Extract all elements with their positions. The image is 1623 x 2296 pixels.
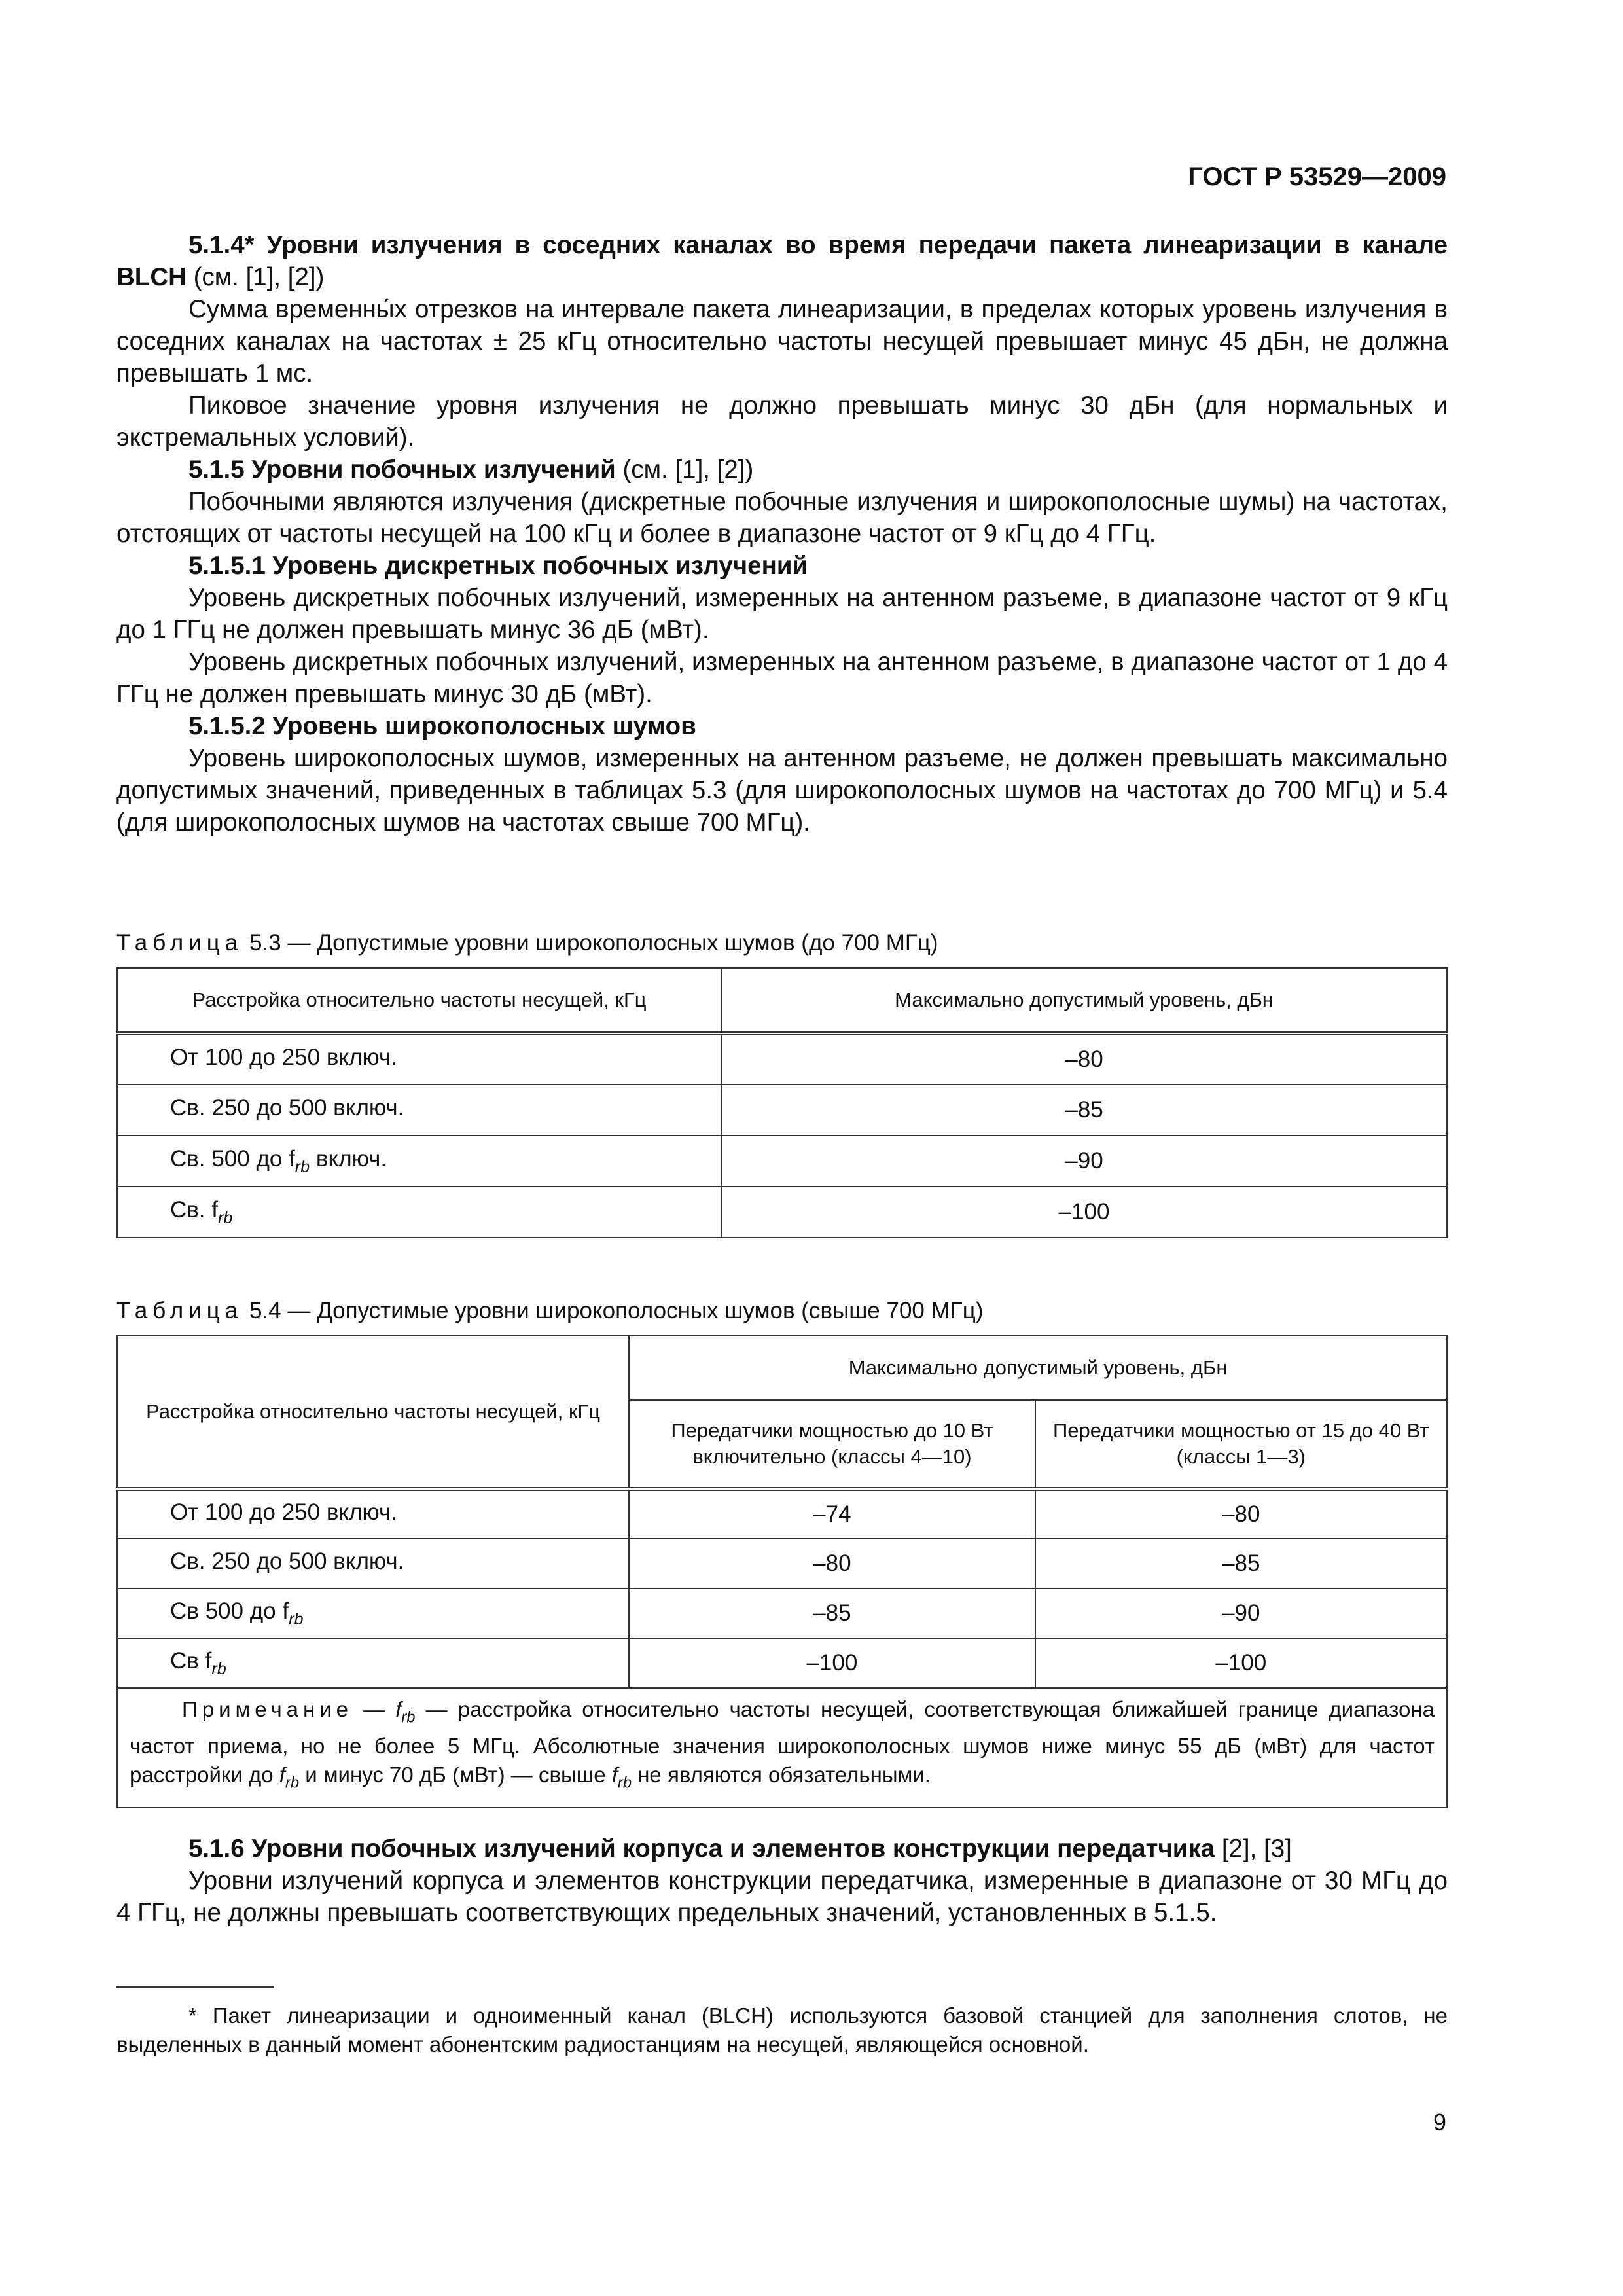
table-note: Примечание — $f_{rb}$ — расстройка относительно частоты несущей, соответствующая ближайшей границе диапазона частот приема, но не более 5 МГц. Абсолютные значения широкополосных шумов ниже минус 55 дБ (мВт) для частот расстройки до $f_{rb}$ и минус 70 дБ (мВт) — свыше $f_{rb}$ не являются обязательными.	[117, 1688, 1447, 1808]
row-label: От 100 до 250 включ.	[117, 1033, 721, 1085]
row-value: –90	[1035, 1588, 1447, 1638]
table-row	[117, 1539, 1447, 1588]
table-note-row	[117, 1688, 1447, 1808]
table-header-cell: Расстройка относительно частоты несущей, кГц	[117, 968, 721, 1033]
section-heading-5-1-4	[116, 229, 1448, 293]
row-label: Св 500 до $f_{rb}$	[117, 1588, 629, 1638]
row-label: Св. 250 до 500 включ.	[117, 1539, 629, 1588]
table-header-cell: Максимально допустимый уровень, дБн	[721, 968, 1447, 1033]
row-value: –100	[1035, 1638, 1447, 1688]
caption-word: Таблица	[116, 930, 243, 956]
table-row	[117, 1638, 1447, 1688]
row-value: –85	[1035, 1539, 1447, 1588]
caption-text: 5.4 — Допустимые уровни широкополосных шумов (свыше 700 МГц)	[243, 1298, 984, 1323]
table-row	[117, 1588, 1447, 1638]
table-5-4	[116, 1335, 1448, 1808]
heading-bold: 5.1.5.1 Уровень дискретных побочных излучений	[188, 552, 808, 580]
heading-refs: (см. [1], [2])	[186, 263, 325, 291]
table-row	[117, 1136, 1447, 1187]
caption-text: 5.3 — Допустимые уровни широкополосных шумов (до 700 МГц)	[243, 930, 938, 956]
row-label: От 100 до 250 включ.	[117, 1489, 629, 1539]
paragraph: Сумма временны́х отрезков на интервале пакета линеаризации, в пределах которых уровень излучения в соседних каналах на частотах ± 25 кГц относительно частоты несущей превышает минус 45 дБн, не должна превышать 1 мс.	[116, 295, 1448, 387]
page-number: 9	[1433, 2109, 1446, 2136]
row-value: –90	[721, 1136, 1447, 1187]
document-code: ГОСТ Р 53529—2009	[1188, 162, 1446, 191]
heading-refs: [2], [3]	[1215, 1835, 1292, 1863]
heading-refs: (см. [1], [2])	[615, 456, 754, 484]
row-label: Св. 250 до 500 включ.	[117, 1085, 721, 1136]
paragraph: Уровень широкополосных шумов, измеренных на антенном разъеме, не должен превышать максимально допустимых значений, приведенных в таблицах 5.3 (для широкополосных шумов на частотах до 700 МГц) и 5.4 (для широкополосных шумов на частотах свыше 700 МГц).	[116, 744, 1448, 836]
footnote-divider	[116, 1986, 274, 1988]
caption-word: Таблица	[116, 1298, 243, 1323]
heading-bold: 5.1.5 Уровни побочных излучений	[188, 456, 616, 484]
table-5-4-caption	[116, 1297, 983, 1325]
row-value: –100	[629, 1638, 1035, 1688]
table-5-3	[116, 967, 1448, 1238]
table-header-cell: Передатчики мощностью от 15 до 40 Вт (классы 1—3)	[1035, 1400, 1447, 1489]
row-label: Св. 500 до $f_{rb}$ включ.	[117, 1136, 721, 1187]
table-header-cell: Передатчики мощностью до 10 Вт включительно (классы 4—10)	[629, 1400, 1035, 1489]
heading-bold: 5.1.5.2 Уровень широкополосных шумов	[188, 712, 696, 740]
row-label: Св $f_{rb}$	[117, 1638, 629, 1688]
section-heading-5-1-5-2	[116, 710, 1448, 742]
paragraph: Побочными являются излучения (дискретные побочные излучения и широкополосные шумы) на частотах, отстоящих от частоты несущей на 100 кГц и более в диапазоне частот от 9 кГц до 4 ГГц.	[116, 488, 1448, 548]
table-row	[117, 1489, 1447, 1539]
body-text	[116, 229, 1448, 838]
row-value: –80	[721, 1033, 1447, 1085]
paragraph: Уровни излучений корпуса и элементов конструкции передатчика, измеренные в диапазоне от 30 МГц до 4 ГГц, не должны превышать соответствующих предельных значений, установленных в 5.1.5.	[116, 1867, 1448, 1927]
row-value: –85	[721, 1085, 1447, 1136]
footnote-text: * Пакет линеаризации и одноименный канал (BLCH) используются базовой станцией для заполнения слотов, не выделенных в данный момент абонентским радиостанциям на несущей, являющейся основной.	[116, 2003, 1448, 2056]
heading-bold: 5.1.4* Уровни излучения в соседних каналах во время передачи пакета линеаризации в канале BLCH	[116, 231, 1448, 291]
paragraph: Уровень дискретных побочных излучений, измеренных на антенном разъеме, в диапазоне частот от 1 до 4 ГГц не должен превышать минус 30 дБ (мВт).	[116, 648, 1448, 708]
row-value: –80	[629, 1539, 1035, 1588]
row-value: –74	[629, 1489, 1035, 1539]
table-row	[117, 1085, 1447, 1136]
table-row	[117, 1033, 1447, 1085]
table-row	[117, 1187, 1447, 1238]
row-value: –100	[721, 1187, 1447, 1238]
section-heading-5-1-5	[116, 454, 1448, 486]
paragraph: Пиковое значение уровня излучения не должно превышать минус 30 дБн (для нормальных и экстремальных условий).	[116, 391, 1448, 452]
table-header-group: Максимально допустимый уровень, дБн	[629, 1336, 1447, 1400]
row-value: –80	[1035, 1489, 1447, 1539]
section-heading-5-1-6	[116, 1833, 1448, 1865]
heading-bold: 5.1.6 Уровни побочных излучений корпуса и элементов конструкции передатчика	[188, 1835, 1215, 1863]
table-5-3-caption	[116, 929, 938, 957]
section-5-1-6	[116, 1833, 1448, 1929]
table-header-cell: Расстройка относительно частоты несущей, кГц	[117, 1336, 629, 1489]
row-label: Св. $f_{rb}$	[117, 1187, 721, 1238]
section-heading-5-1-5-1	[116, 550, 1448, 582]
paragraph: Уровень дискретных побочных излучений, измеренных на антенном разъеме, в диапазоне частот от 9 кГц до 1 ГГц не должен превышать минус 36 дБ (мВт).	[116, 584, 1448, 644]
footnote	[116, 2001, 1448, 2059]
row-value: –85	[629, 1588, 1035, 1638]
